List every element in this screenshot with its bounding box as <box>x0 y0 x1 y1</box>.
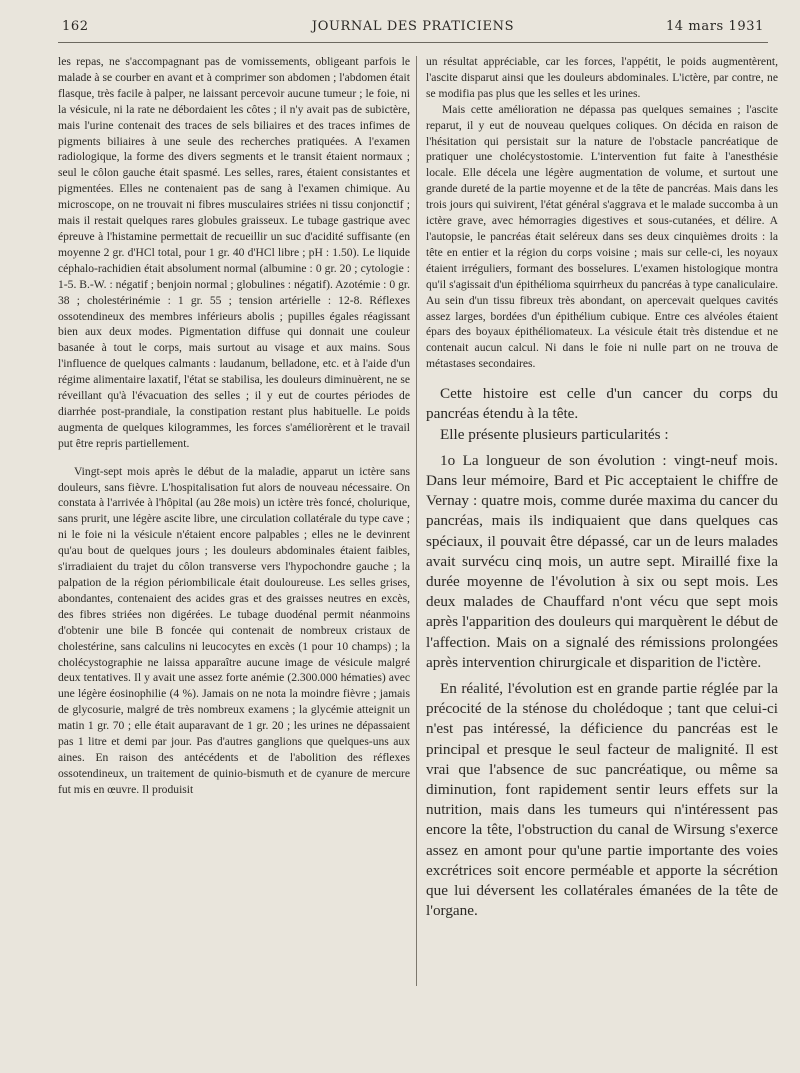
journal-title: JOURNAL DES PRATICIENS <box>311 19 515 34</box>
commentary-duration: 1o La longueur de son évolution : vingt-neuf mois. Dans leur mémoire, Bard et Pic acceptaient le chiffre de Vernay : quatre mois, comme durée maxima du cancer du pancréas, mais ils indiquaient que dans quelques cas spéciaux, il pouvait être dépassé, car un de leurs malades avait survécu cinq mois, un autre sept. Miraillé fixe la durée moyenne de l'évolution à six ou sept mois. Les deux malades de Chauffard n'ont vécu que sept mois après l'apparition des douleurs qui marquèrent le début de l'affection. Mais on a signalé des rémissions prolongées après intervention chirurgicale et disparition de l'ictère. <box>426 451 778 671</box>
commentary-intro: Cette histoire est celle d'un cancer du corps du pancréas étendu à la tête. <box>426 385 778 423</box>
case-paragraph-1: les repas, ne s'accompagnant pas de vomissements, obligeant parfois le malade à se courber en avant et à comprimer son abdomen ; l'abdomen était flasque, très facile à palper, ne laissant percevoir aucune tumeur ; le foie, ni la vésicule, ni la rate ne débordaient les côtes ; il n'y avait pas de subictère, mais l'urine contenait des traces de sels biliaires et des traces infimes de pigments biliaires à une seule des recherches pratiquées. A l'examen radiologique, la forme des divers segments et le transit étaient normaux ; seul le côlon gauche était spasmé. Les selles, rares, étaient consistantes et pigmentées. Elles ne contenaient pas de sang à l'examen chimique. Au microscope, on ne trouvait ni fibres musculaires striées ni tissu conjonctif ; mais il restait quelques rares globules graisseux. Le tubage gastrique avec épreuve à l'histamine permettait de recueillir un suc d'acidité suffisante (en moyenne 2 gr. d'HCl total, pour 1 gr. 40 d'HCl libre ; pH : 1.50). Le liquide céphalo-rachidien était absolument normal (albumine : 0 gr. 20 ; cytologie : 1-5. B.-W. : négatif ; benjoin normal ; globulines : négatif). Azotémie : 0 gr. 38 ; cholestérinémie : 1 gr. 55 ; tension artérielle : 12-8. Réflexes ossotendineux des membres inférieurs abolis ; pupilles égales réagissant bien aux deux modes. Pigmentation diffuse qui donnait une couleur basanée à tout le corps, mais surtout au visage et aux mains. Sous l'influence de quelques calmants : laudanum, belladone, etc. et à l'aide d'un régime alimentaire laxatif, l'état se stabilisa, les douleurs diminuèrent, ne se réveillant qu'à l'évacuation des selles ; il y eut de courtes périodes de diarrhée post-prandiale, la constipation restant plus habituelle. Le poids augmenta de quelques kilogrammes, les forces s'améliorèrent et le travail put être repris partiellement. <box>58 55 410 450</box>
column-divider <box>416 56 417 986</box>
running-header <box>58 16 768 43</box>
case-paragraph-2: Vingt-sept mois après le début de la maladie, apparut un ictère sans douleurs, sans fièvre. L'hospitalisation fut alors de nouveau nécessaire. On constata à l'arrivée à l'hôpital (au 28e mois) un ictère très foncé, cholurique, sans prurit, une légère ascite libre, une circulation collatérale du type cave ; ni le foie ni la vésicule n'étaient encore palpables ; elles ne le devinrent qu'au bout de quelques jours ; les douleurs abdominales étaient faibles, s'irradiaient du trajet du côlon transverse vers l'hypochondre gauche ; la palpation de la région périombilicale était douloureuse. Les selles grises, abondantes, contenaient des acides gras et des graisses neutres en excès, des fibres striées non digérées. Le tubage duodénal permit néanmoins d'obtenir une bile B foncée qui contenait de nombreux cristaux de cholestérine, sans calculins ni leucocytes en excès (1 pour 10 champs) ; la cholécystographie ne laissa apparaître aucune image de vésicule malgré deux tentatives. Il y avait une assez forte anémie (2.300.000 hématies) avec une légère éosinophilie (4 %). Jamais on ne nota la moindre fièvre ; jamais de glycosurie, malgré de très nombreux examens ; la glycémie atteignit un matin 1 gr. 70 ; elle était auparavant de 1 gr. 20 ; les urines ne dépassaient pas 1 litre et demi par jour. Pas d'autres ganglions que quelques-uns aux aines. En raison des antécédents et de l'abolition des réflexes ossotendineux, un traitement de quinio-bismuth et de cyanure de mercure fut mis en œuvre. Il produisit <box>58 464 410 796</box>
left-column <box>58 54 410 798</box>
commentary-section <box>426 384 778 921</box>
commentary-evolution: En réalité, l'évolution est en grande partie réglée par la précocité de la sténose du cholédoque ; tant que celui-ci n'est pas intéressé, la déficience du pancréas est le principal et presque le seul facteur de malignité. Il est vrai que l'absence de suc pancréatique, ou même sa diminution, font rapidement sentir leurs effets sur la nutrition, mais dans les tumeurs qui n'intéressent pas encore la tête, l'obstruction du canal de Wirsung s'exerce assez en amont pour qu'une partie importante des voies excrétrices soit encore perméable et apporte la sécrétion que lui déversent les collatérales émanées de la tête de l'organe. <box>426 679 778 920</box>
issue-date: 14 mars 1931 <box>665 19 764 34</box>
right-column <box>426 54 778 921</box>
page-number: 162 <box>62 19 89 34</box>
case-paragraph-4: Mais cette amélioration ne dépassa pas quelques semaines ; l'ascite reparut, il y eut de nouveau quelques coliques. On décida en raison de l'hésitation qui persistait sur la nature de l'obstacle pancréatique de pratiquer une cholécystostomie. L'intervention fut faite à l'anesthésie locale. Elle décela une légère augmentation de volume, et surtout une grande dureté de la partie moyenne et de la tête de pancréas. Mais dans les trois jours qui suivirent, l'état général s'aggrava et le malade succomba à un ictère grave, avec hémorragies digestives et sous-cutanées, et délire. A l'autopsie, le pancréas était seléreux dans ses deux cinquièmes droits : la tête en entier et la région du corps voisine ; mais sur celle-ci, les noyaux étaient irréguliers, formant des bosselures. L'examen histologique montra qu'il s'agissait d'un épithélioma squirrheux du pancréas à type canaliculaire. Au sein d'un tissu fibreux très abondant, on apercevait quelques cavités assez larges, bordées d'un épithélium cubique. Entre ces alvéoles étaient épars des boyaux épithéliomateux. La vésicule était très distendue et ne contenait aucun calcul. Ni dans le foie ni nulle part on ne trouva de métastases secondaires. <box>426 102 778 371</box>
commentary-particularities: Elle présente plusieurs particularités : <box>440 425 669 443</box>
case-paragraph-3: un résultat appréciable, car les forces, l'appétit, le poids augmentèrent, l'ascite disparut ainsi que les douleurs abdominales. L'ictère, par contre, ne se modifia pas plus que les selles et les urines. <box>426 55 778 100</box>
